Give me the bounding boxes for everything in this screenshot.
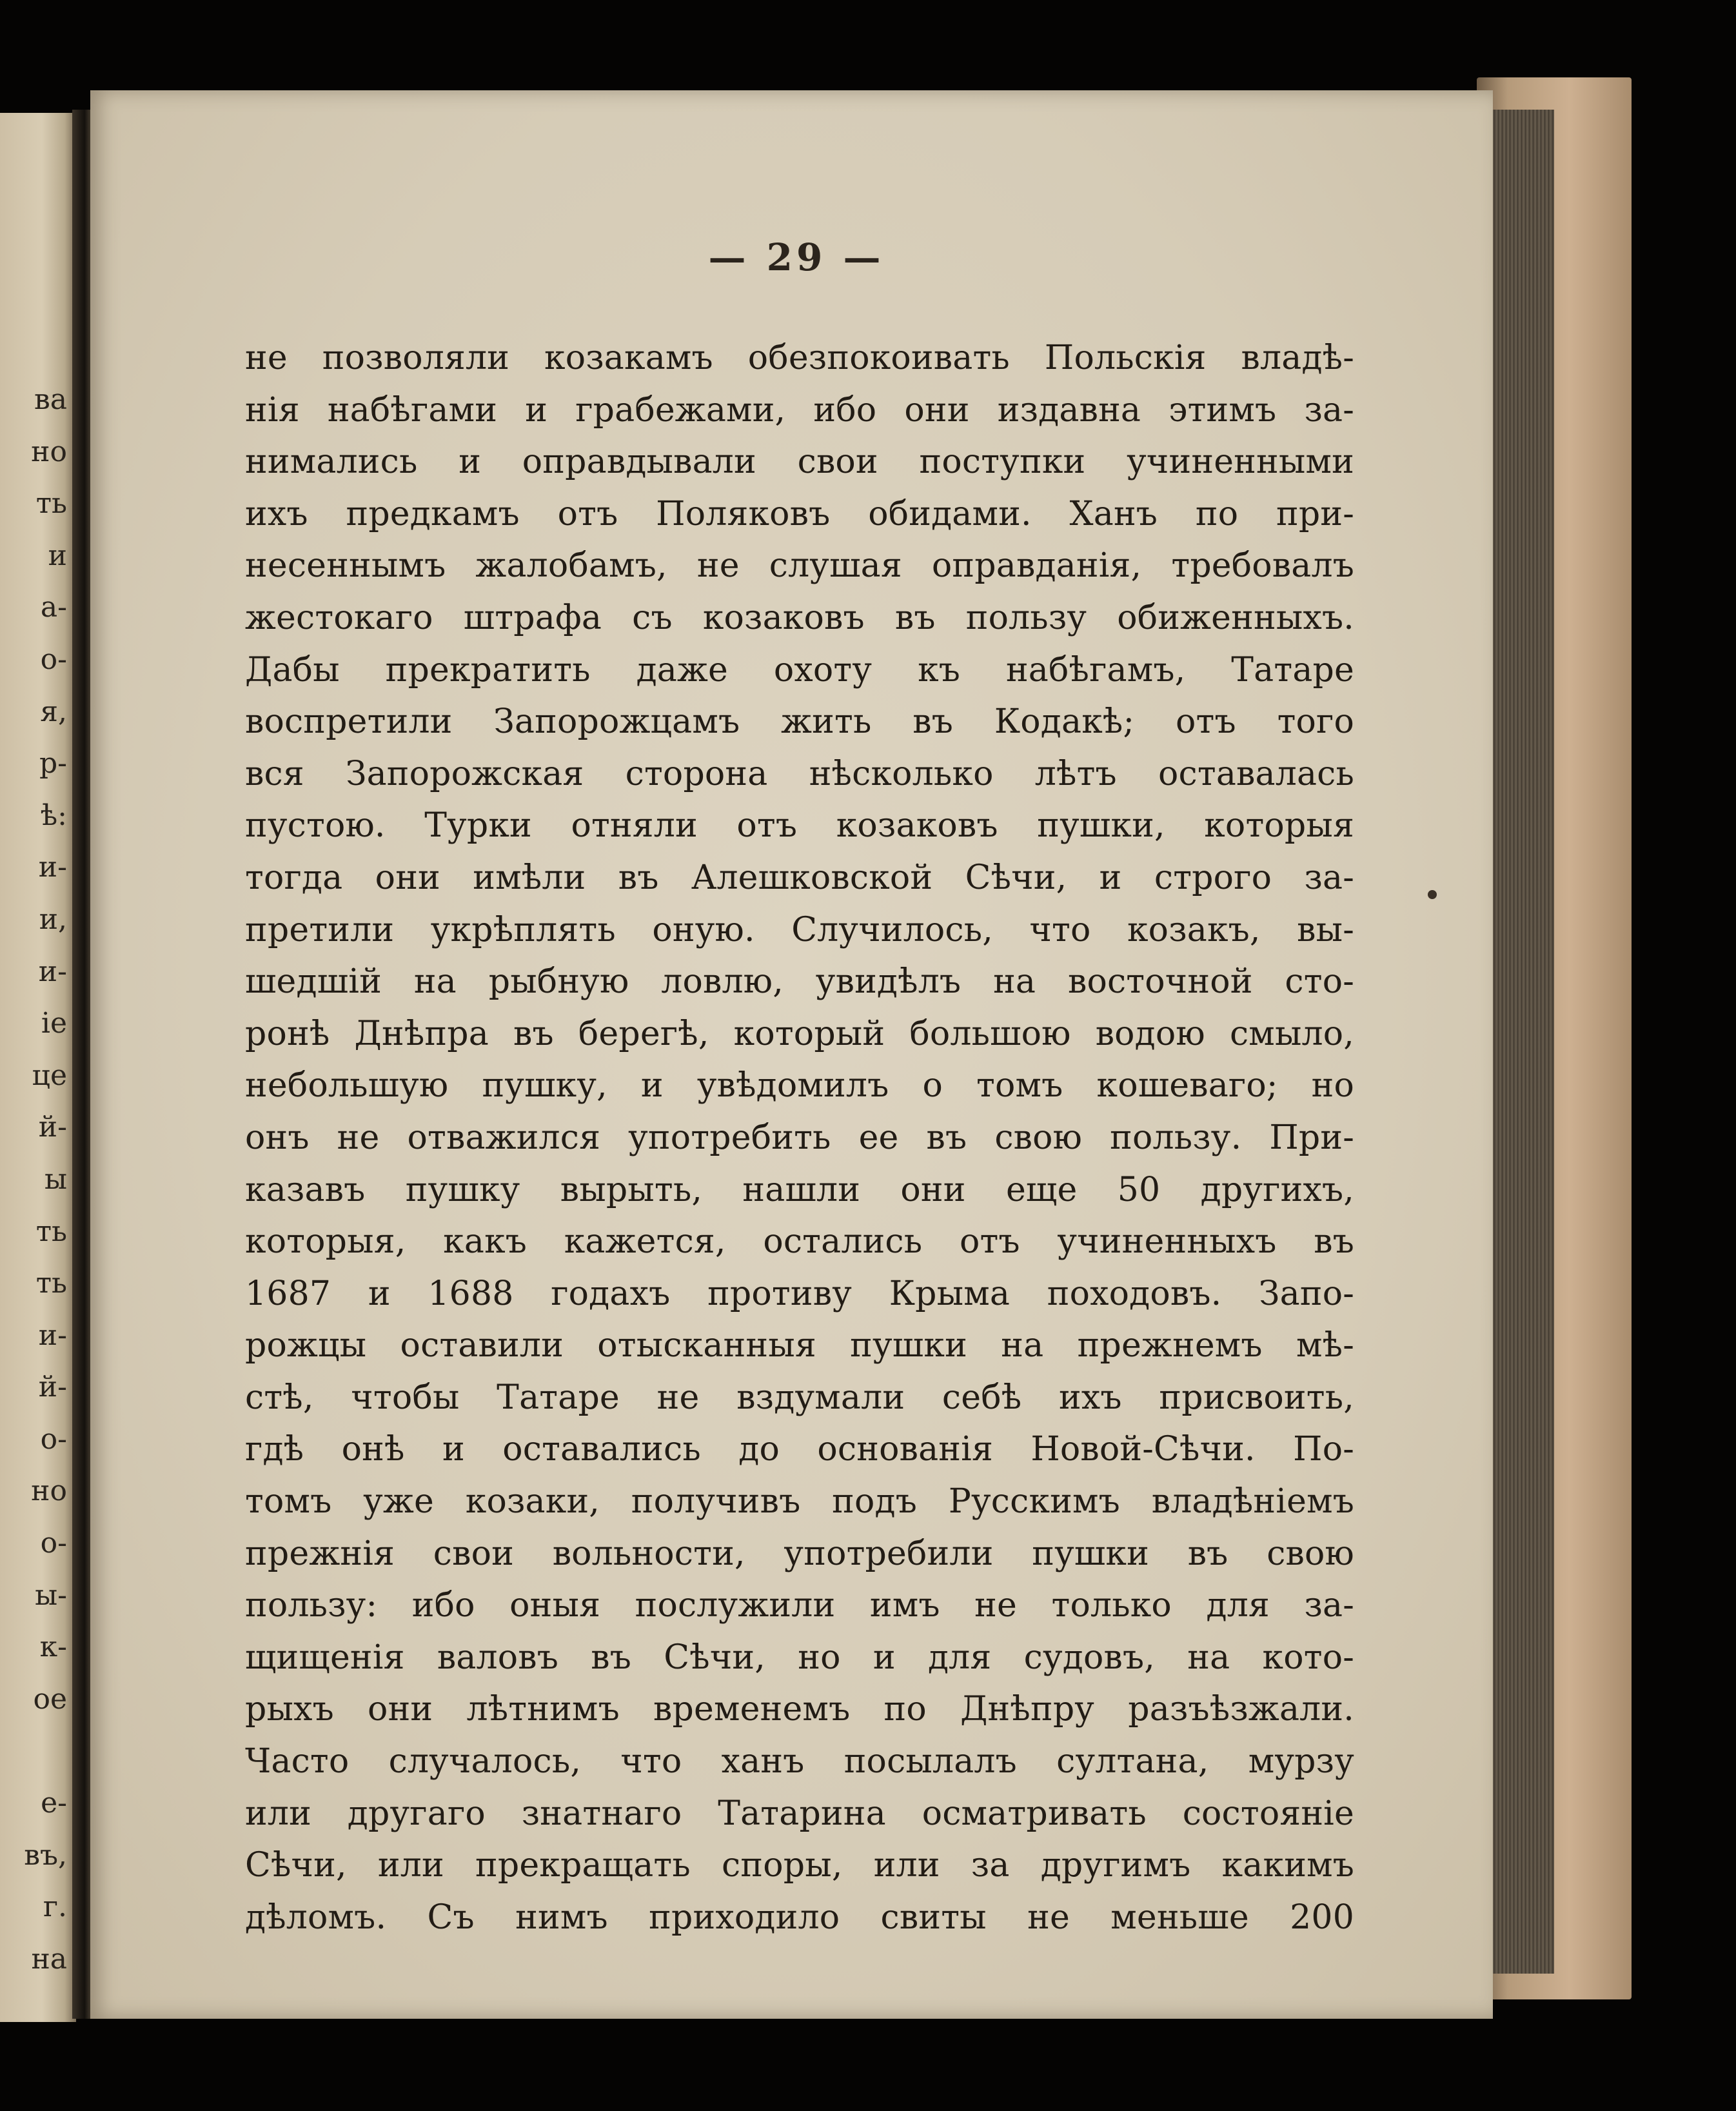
- fragment-line: [0, 1725, 72, 1778]
- fragment-line: це: [32, 1058, 67, 1092]
- text-line: Сѣчи, или прекращать споры, или за другимъ какимъ: [245, 1846, 1354, 1885]
- fragment-line: р-: [39, 747, 67, 780]
- fragment-line: ы: [44, 1162, 67, 1196]
- text-line: Дабы прекратить даже охоту къ набѣгамъ, Татаре: [245, 650, 1354, 689]
- fragment-line: к-: [39, 1630, 67, 1664]
- text-line: жестокаго штрафа съ козаковъ въ пользу обиженныхъ.: [245, 598, 1354, 637]
- fragment-line: ое: [33, 1682, 67, 1716]
- text-line: томъ уже козаки, получивъ подъ Русскимъ владѣніемъ: [245, 1482, 1354, 1521]
- text-line: небольшую пушку, и увѣдомилъ о томъ кошеваго; но: [245, 1066, 1354, 1105]
- text-line: нія набѣгами и грабежами, ибо они издавна этимъ за-: [245, 390, 1354, 430]
- text-line: Часто случалось, что ханъ посылалъ султана, мурзу: [245, 1742, 1354, 1781]
- fragment-line: іе: [41, 1007, 67, 1040]
- fragment-line: и: [48, 539, 67, 572]
- fragment-line: ы-: [35, 1578, 67, 1612]
- text-line: стѣ, чтобы Татаре не вздумали себѣ ихъ присвоить,: [245, 1378, 1354, 1417]
- text-line: пустою. Турки отняли отъ козаковъ пушки, которыя: [245, 806, 1354, 846]
- text-line: шедшій на рыбную ловлю, увидѣлъ на восточной сто-: [245, 962, 1354, 1002]
- text-line: ронѣ Днѣпра въ берегѣ, который большою водою смыло,: [245, 1014, 1354, 1053]
- text-line: пользу: ибо оныя послужили имъ не только для за-: [245, 1586, 1354, 1625]
- fragment-line: о-: [40, 642, 67, 676]
- fragment-line: а-: [40, 591, 67, 624]
- fragment-line: и-: [38, 851, 67, 884]
- text-line: казавъ пушку вырыть, нашли они еще 50 другихъ,: [245, 1170, 1354, 1209]
- page-text: [245, 332, 1354, 1943]
- text-line: нимались и оправдывали свои поступки учиненными: [245, 442, 1354, 482]
- text-line: тогда они имѣли въ Алешковской Сѣчи, и строго за-: [245, 858, 1354, 897]
- text-line: дѣломъ. Съ нимъ приходило свиты не меньше 200: [245, 1898, 1354, 1937]
- fragment-line: й-: [38, 1111, 67, 1144]
- fragment-line: и-: [38, 955, 67, 988]
- text-line: которыя, какъ кажется, остались отъ учиненныхъ въ: [245, 1222, 1354, 1262]
- fragment-line: но: [31, 1474, 67, 1508]
- page-number: — 29 —: [708, 235, 885, 279]
- fragment-line: на: [31, 1942, 67, 1976]
- previous-page-line-endings: [0, 374, 72, 1985]
- text-line: рыхъ они лѣтнимъ временемъ по Днѣпру разъѣзжали.: [245, 1690, 1354, 1729]
- text-line: 1687 и 1688 годахъ противу Крыма походовъ. Запо-: [245, 1274, 1354, 1313]
- text-line: прежнія свои вольности, употребили пушки въ свою: [245, 1534, 1354, 1573]
- fragment-line: и-: [38, 1318, 67, 1352]
- fragment-line: о-: [40, 1422, 67, 1456]
- ink-speck: [1428, 890, 1437, 899]
- fragment-line: въ,: [24, 1838, 67, 1872]
- fragment-line: я,: [40, 695, 67, 728]
- fragment-line: о-: [40, 1527, 67, 1560]
- text-line: ихъ предкамъ отъ Поляковъ обидами. Ханъ по при-: [245, 494, 1354, 533]
- text-line: претили укрѣплять оную. Случилось, что козакъ, вы-: [245, 910, 1354, 949]
- previous-page-edge: [0, 113, 76, 2022]
- fragment-line: й-: [38, 1371, 67, 1404]
- fragment-line: и,: [39, 902, 67, 936]
- text-line: или другаго знатнаго Татарина осматривать состояніе: [245, 1794, 1354, 1833]
- fragment-line: ть: [35, 487, 67, 520]
- page-stack-edge: [1483, 110, 1554, 1974]
- text-line: щищенія валовъ въ Сѣчи, но и для судовъ, на кото-: [245, 1638, 1354, 1677]
- fragment-line: ть: [35, 1267, 67, 1300]
- text-line: рожцы оставили отысканныя пушки на прежнемъ мѣ-: [245, 1326, 1354, 1365]
- fragment-line: г.: [43, 1890, 67, 1924]
- fragment-line: ва: [34, 383, 67, 416]
- text-line: онъ не отважился употребить ее въ свою пользу. При-: [245, 1118, 1354, 1157]
- fragment-line: ть: [35, 1214, 67, 1248]
- text-line: гдѣ онѣ и оставались до основанія Новой-Сѣчи. По-: [245, 1430, 1354, 1469]
- fragment-line: ѣ:: [40, 798, 67, 832]
- text-line: не позволяли козакамъ обезпокоивать Польскія владѣ-: [245, 339, 1354, 377]
- fragment-line: е-: [41, 1787, 67, 1820]
- text-line: воспретили Запорожцамъ жить въ Кодакѣ; отъ того: [245, 702, 1354, 742]
- fragment-line: но: [31, 435, 67, 468]
- book-page: [90, 90, 1493, 2019]
- text-line: вся Запорожская сторона нѣсколько лѣтъ оставалась: [245, 754, 1354, 793]
- text-line: несеннымъ жалобамъ, не слушая оправданія, требовалъ: [245, 546, 1354, 586]
